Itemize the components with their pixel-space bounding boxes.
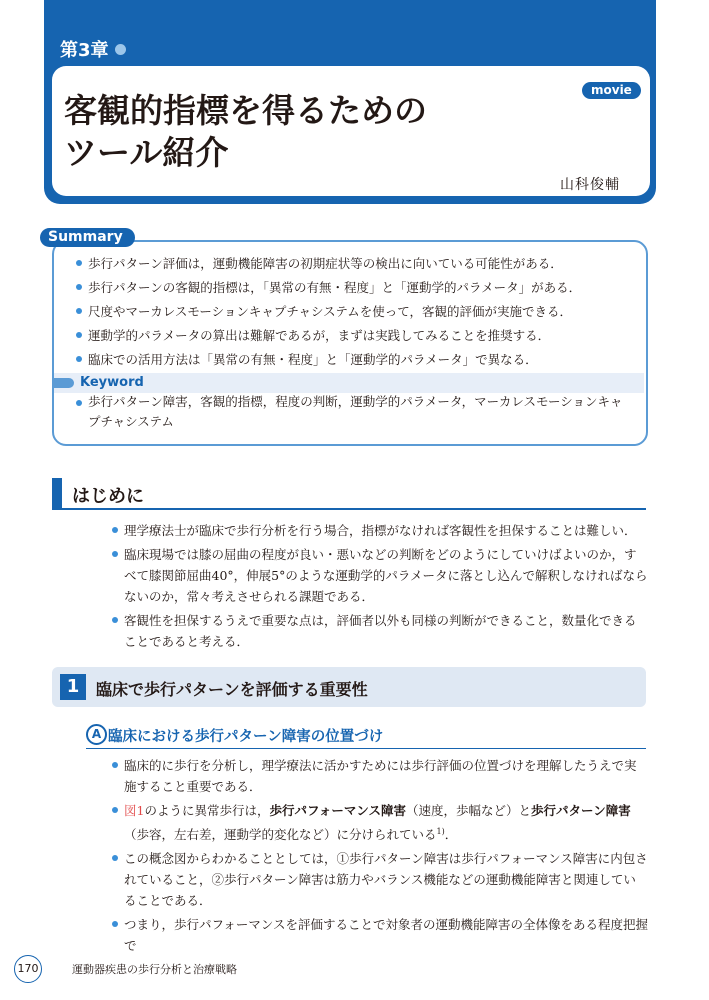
summary-item: 運動学的パラメータの算出は難解であるが，まずは実践してみることを推奨する． (76, 324, 636, 348)
summary-item: 歩行パターンの客観的指標は，「異常の有無・程度」と「運動学的パラメータ」がある． (76, 276, 636, 300)
subsection-heading: 臨床における歩行パターン障害の位置づけ (108, 729, 384, 745)
figure-link[interactable]: 図1 (124, 803, 145, 818)
page-number: 170 (14, 955, 42, 983)
title-line-2: ツール紹介 (64, 133, 229, 172)
section-1-item: 臨床的に歩行を分析し，理学療法に活かすためには歩行評価の位置づけを理解したうえで実施すること重要である． (112, 755, 648, 797)
page-title (64, 90, 564, 174)
chapter-dot-icon (115, 44, 126, 55)
section-1-heading: 臨床で歩行パターンを評価する重要性 (96, 680, 368, 699)
summary-item: 歩行パターン評価は，運動機能障害の初期症状等の検出に向いている可能性がある． (76, 252, 636, 276)
movie-badge[interactable]: movie (582, 82, 641, 99)
reference-mark: 1) (436, 827, 445, 836)
bold-term: 歩行パターン障害 (531, 803, 631, 818)
summary-label: Summary (40, 228, 135, 247)
intro-item: 理学療法士が臨床で歩行分析を行う場合，指標がなければ客観性を担保することは難しい． (112, 520, 648, 541)
summary-list (76, 252, 636, 372)
section-rule (52, 508, 646, 510)
subsection-rule (86, 748, 646, 749)
keyword-label: Keyword (80, 375, 144, 390)
running-footer: 運動器疾患の歩行分析と治療戦略 (72, 963, 237, 976)
keyword-tab-icon (54, 378, 74, 388)
section-1-item: 図1のように異常歩行は，歩行パフォーマンス障害（速度，歩幅など）と歩行パターン障害（歩容，左右差，運動学的変化など）に分けられている$^{1)}$． (112, 800, 648, 845)
intro-item: 臨床現場では膝の屈曲の程度が良い・悪いなどの判断をどのようにしていけばよいのか，すべて膝関節屈曲40°，伸展5°のような運動学的パラメータに落とし込んで解釈しなければならないのか，常々考えさせられる課題である． (112, 544, 648, 607)
keyword-item: 歩行パターン障害，客観的指標，程度の判断，運動学的パラメータ，マーカレスモーションキャプチャシステム (76, 392, 632, 432)
section-1-item: つまり，歩行パフォーマンスを評価することで対象者の運動機能障害の全体像をある程度把握で (112, 914, 648, 956)
keyword-list (76, 392, 632, 432)
title-line-1: 客観的指標を得るための (64, 91, 427, 130)
author-name: 山科俊輔 (560, 177, 620, 193)
chapter-label: 第3章 (60, 36, 126, 62)
section-marker (52, 478, 62, 508)
intro-list (112, 520, 648, 655)
summary-item: 尺度やマーカレスモーションキャプチャシステムを使って，客観的評価が実施できる． (76, 300, 636, 324)
section-1-list (112, 755, 648, 959)
section-number: 1 (60, 674, 86, 700)
intro-heading: はじめに (72, 486, 144, 507)
section-1-item: この概念図からわかることとしては，①歩行パターン障害は歩行パフォーマンス障害に内包されていること，②歩行パターン障害は筋力やバランス機能などの運動機能障害と関連していることである． (112, 848, 648, 911)
summary-item: 臨床での活用方法は「異常の有無・程度」と「運動学的パラメータ」で異なる． (76, 348, 636, 372)
bold-term: 歩行パフォーマンス障害 (269, 803, 406, 818)
intro-item: 客観性を担保するうえで重要な点は，評価者以外も同様の判断ができること，数量化できることであると考える． (112, 610, 648, 652)
subsection-marker: A (86, 724, 107, 745)
